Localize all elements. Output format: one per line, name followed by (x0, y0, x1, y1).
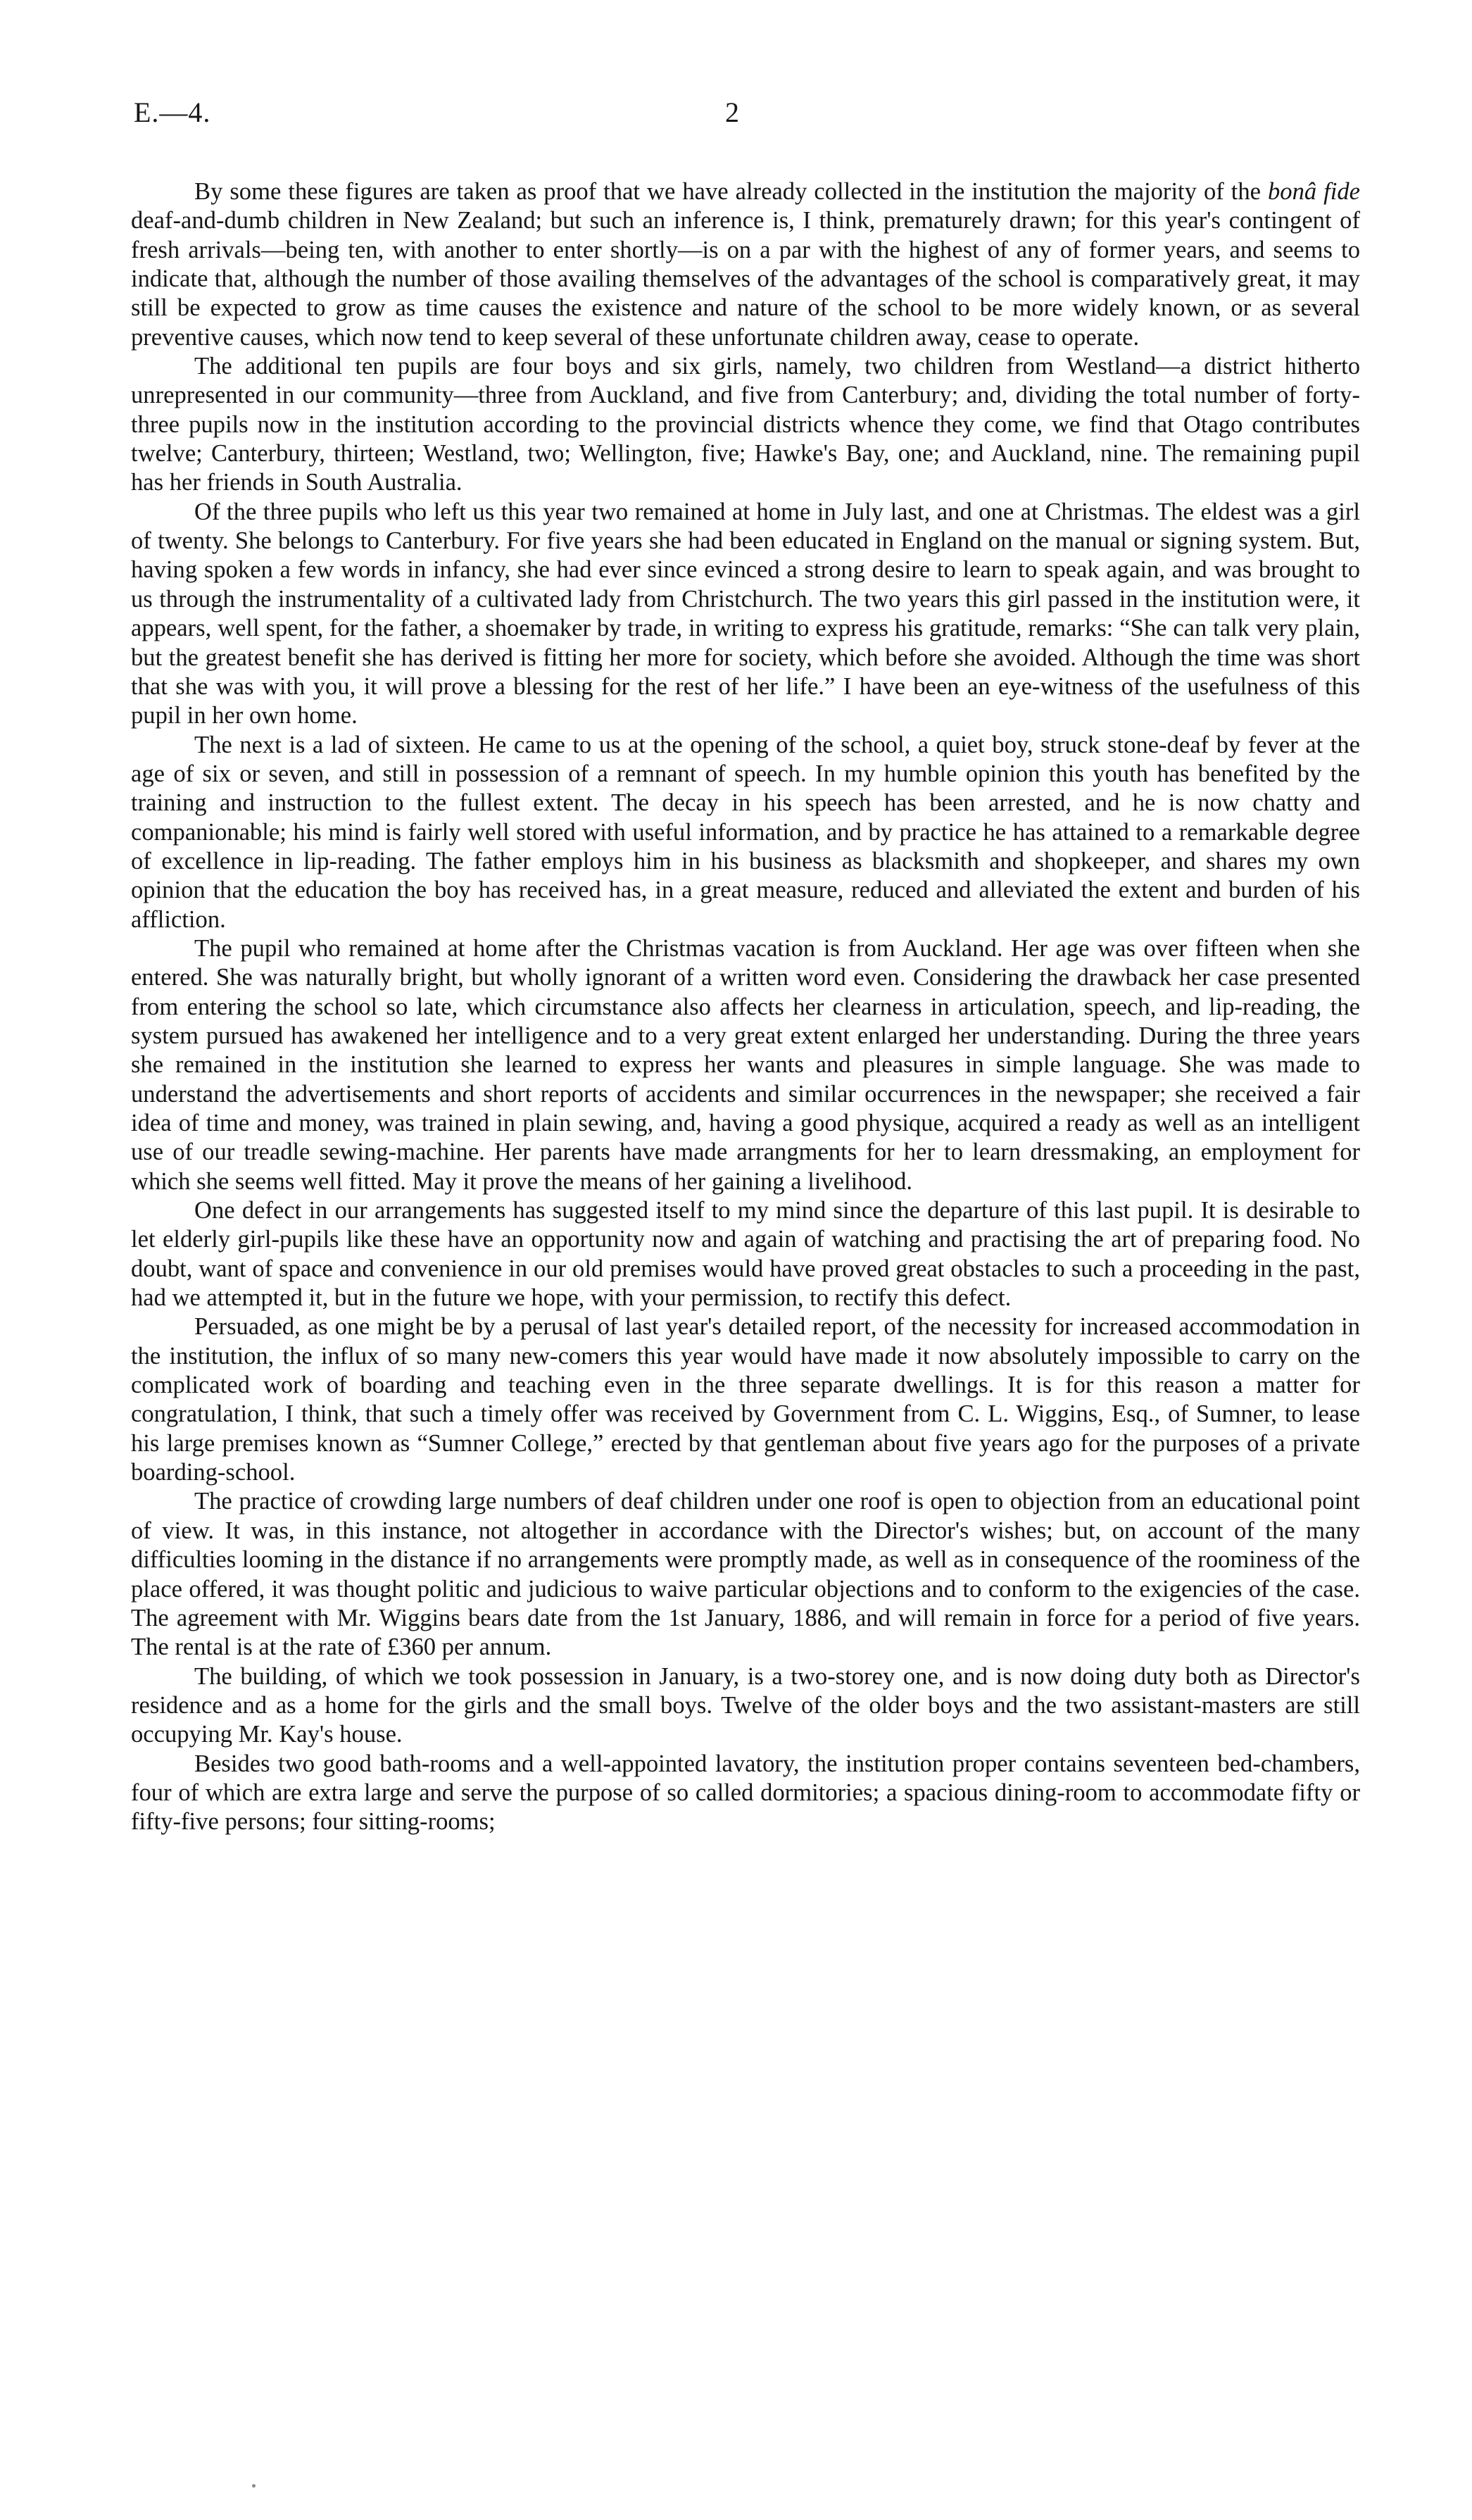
paragraph-building: The building, of which we took possession in January, is a two-storey one, and is now doing duty both as Director's residence and as a home for the girls and the small boys. Twelve of the older boys and the two assistant-masters are still occupying Mr. Kay's house. (131, 1662, 1360, 1748)
paragraph-auckland-pupil: The pupil who remained at home after the Christmas vacation is from Auckland. Her age was over fifteen when she entered. She was naturally bright, but wholly ignorant of a written word even. Considering the drawback her case presented from entering the school so late, which circumstance also affects her clearness in articulation, speech, and lip-reading, the system pursued has awakened her intelligence and to a very great extent enlarged her understanding. During the three years she remained in the institution she learned to express her wants and pleasures in simple language. She was made to understand the advertisements and short reports of accidents and similar occurrences in the newspaper; she received a fair idea of time and money, was trained in plain sewing, and, having a good physique, acquired a ready as well as an intelligent use of our treadle sewing-machine. Her parents have made arrangments for her to learn dressmaking, an employment for which she seems well fitted. May it prove the means of her gaining a livelihood. (131, 934, 1360, 1195)
paragraph-arrangement-defect: One defect in our arrangements has suggested itself to my mind since the departure of this last pupil. It is desirable to let elderly girl-pupils like these have an opportunity now and again of watching and practising the art of preparing food. No doubt, want of space and convenience in our old premises would have proved great obstacles to such a proceeding in the past, had we attempted it, but in the future we hope, with your permission, to rectify this defect. (131, 1197, 1360, 1312)
paragraph-bona-fide (131, 177, 1360, 352)
scan-speck (252, 2484, 256, 2488)
paragraph-rooms: Besides two good bath-rooms and a well-appointed lavatory, the institution proper contains seventeen bed-chambers, four of which are extra large and serve the purpose of so called dormitories; a spacious dining-room to accommodate fifty or fifty-five persons; four sitting-rooms; (131, 1750, 1360, 1836)
paragraph-three-pupils-left: Of the three pupils who left us this year two remained at home in July last, and one at Christmas. The eldest was a girl of twenty. She belongs to Canterbury. For five years she had been educated in England on the manual or signing system. But, having spoken a few words in infancy, she had ever since evinced a strong desire to learn to speak again, and was brought to us through the instrumentality of a cultivated lady from Christchurch. The two years this girl passed in the institution were, it appears, well spent, for the father, a shoemaker by trade, in writing to express his gratitude, remarks: “She can talk very plain, but the greatest benefit she has derived is fitting her more for society, which before she avoided. Although the time was short that she was with you, it will prove a blessing for the rest of her life.” I have been an eye-witness of the usefulness of this pupil in her own home. (131, 498, 1360, 729)
paragraph-accommodation: Persuaded, as one might be by a perusal of last year's detailed report, of the necessity for increased accommodation in the institution, the influx of so many new-comers this year would have made it now absolutely impossible to carry on the complicated work of boarding and teaching even in the three separate dwellings. It is for this reason a matter for congratulation, I think, that such a timely offer was received by Government from C. L. Wiggins, Esq., of Sumner, to lease his large premises known as “Sumner College,” erected by that gentleman about five years ago for the purposes of a private boarding-school. (131, 1313, 1360, 1486)
paragraph-text: deaf-and-dumb children in New Zealand; but such an inference is, I think, prematurely drawn; for this year's contingent of fresh arrivals—being ten, with another to enter shortly—is on a par with the highest of any of former years, and seems to indicate that, although the number of those availing themselves of the advantages of the school is comparatively great, it may still be expected to grow as time causes the existence and nature of the school to be more widely known, or as several preventive causes, which now tend to keep several of these unfortunate children away, cease to operate. (131, 207, 1360, 351)
paragraph-text: By some these figures are taken as proof that we have already collected in the institution the majority of the (194, 178, 1268, 205)
document-reference: E.—4. (134, 96, 211, 128)
paragraph-lad-of-sixteen: The next is a lad of sixteen. He came to us at the opening of the school, a quiet boy, struck stone-deaf by fever at the age of six or seven, and still in possession of a remnant of speech. In my humble opinion this youth has benefited by the training and instruction to the fullest extent. The decay in his speech has been arrested, and he is now chatty and companionable; his mind is fairly well stored with useful information, and by practice he has attained to a remarkable degree of excellence in lip-reading. The father employs him in his business as blacksmith and shopkeeper, and shares my own opinion that the education the boy has received has, in a great measure, reduced and alleviated the extent and burden of his affliction. (131, 731, 1360, 933)
paragraph-additional-pupils: The additional ten pupils are four boys and six girls, namely, two children from Westland—a district hitherto unrepresented in our community—three from Auckland, and five from Canterbury; and, dividing the total number of forty-three pupils now in the institution according to the provincial districts whence they come, we find that Otago contributes twelve; Canterbury, thirteen; Westland, two; Wellington, five; Hawke's Bay, one; and Auckland, nine. The remaining pupil has her friends in South Australia. (131, 353, 1360, 496)
page-header (134, 96, 1359, 138)
italic-phrase: bonâ fide (1268, 178, 1361, 205)
body-text (131, 177, 1360, 1837)
page-number: 2 (725, 96, 739, 128)
paragraph-crowding: The practice of crowding large numbers of deaf children under one roof is open to objection from an educational point of view. It was, in this instance, not altogether in accordance with the Director's wishes; but, on account of the many difficulties looming in the distance if no arrangements were promptly made, as well as in consequence of the roominess of the place offered, it was thought politic and judicious to waive particular objections and to conform to the exigencies of the case. The agreement with Mr. Wiggins bears date from the 1st January, 1886, and will remain in force for a period of five years. The rental is at the rate of £360 per annum. (131, 1488, 1360, 1661)
